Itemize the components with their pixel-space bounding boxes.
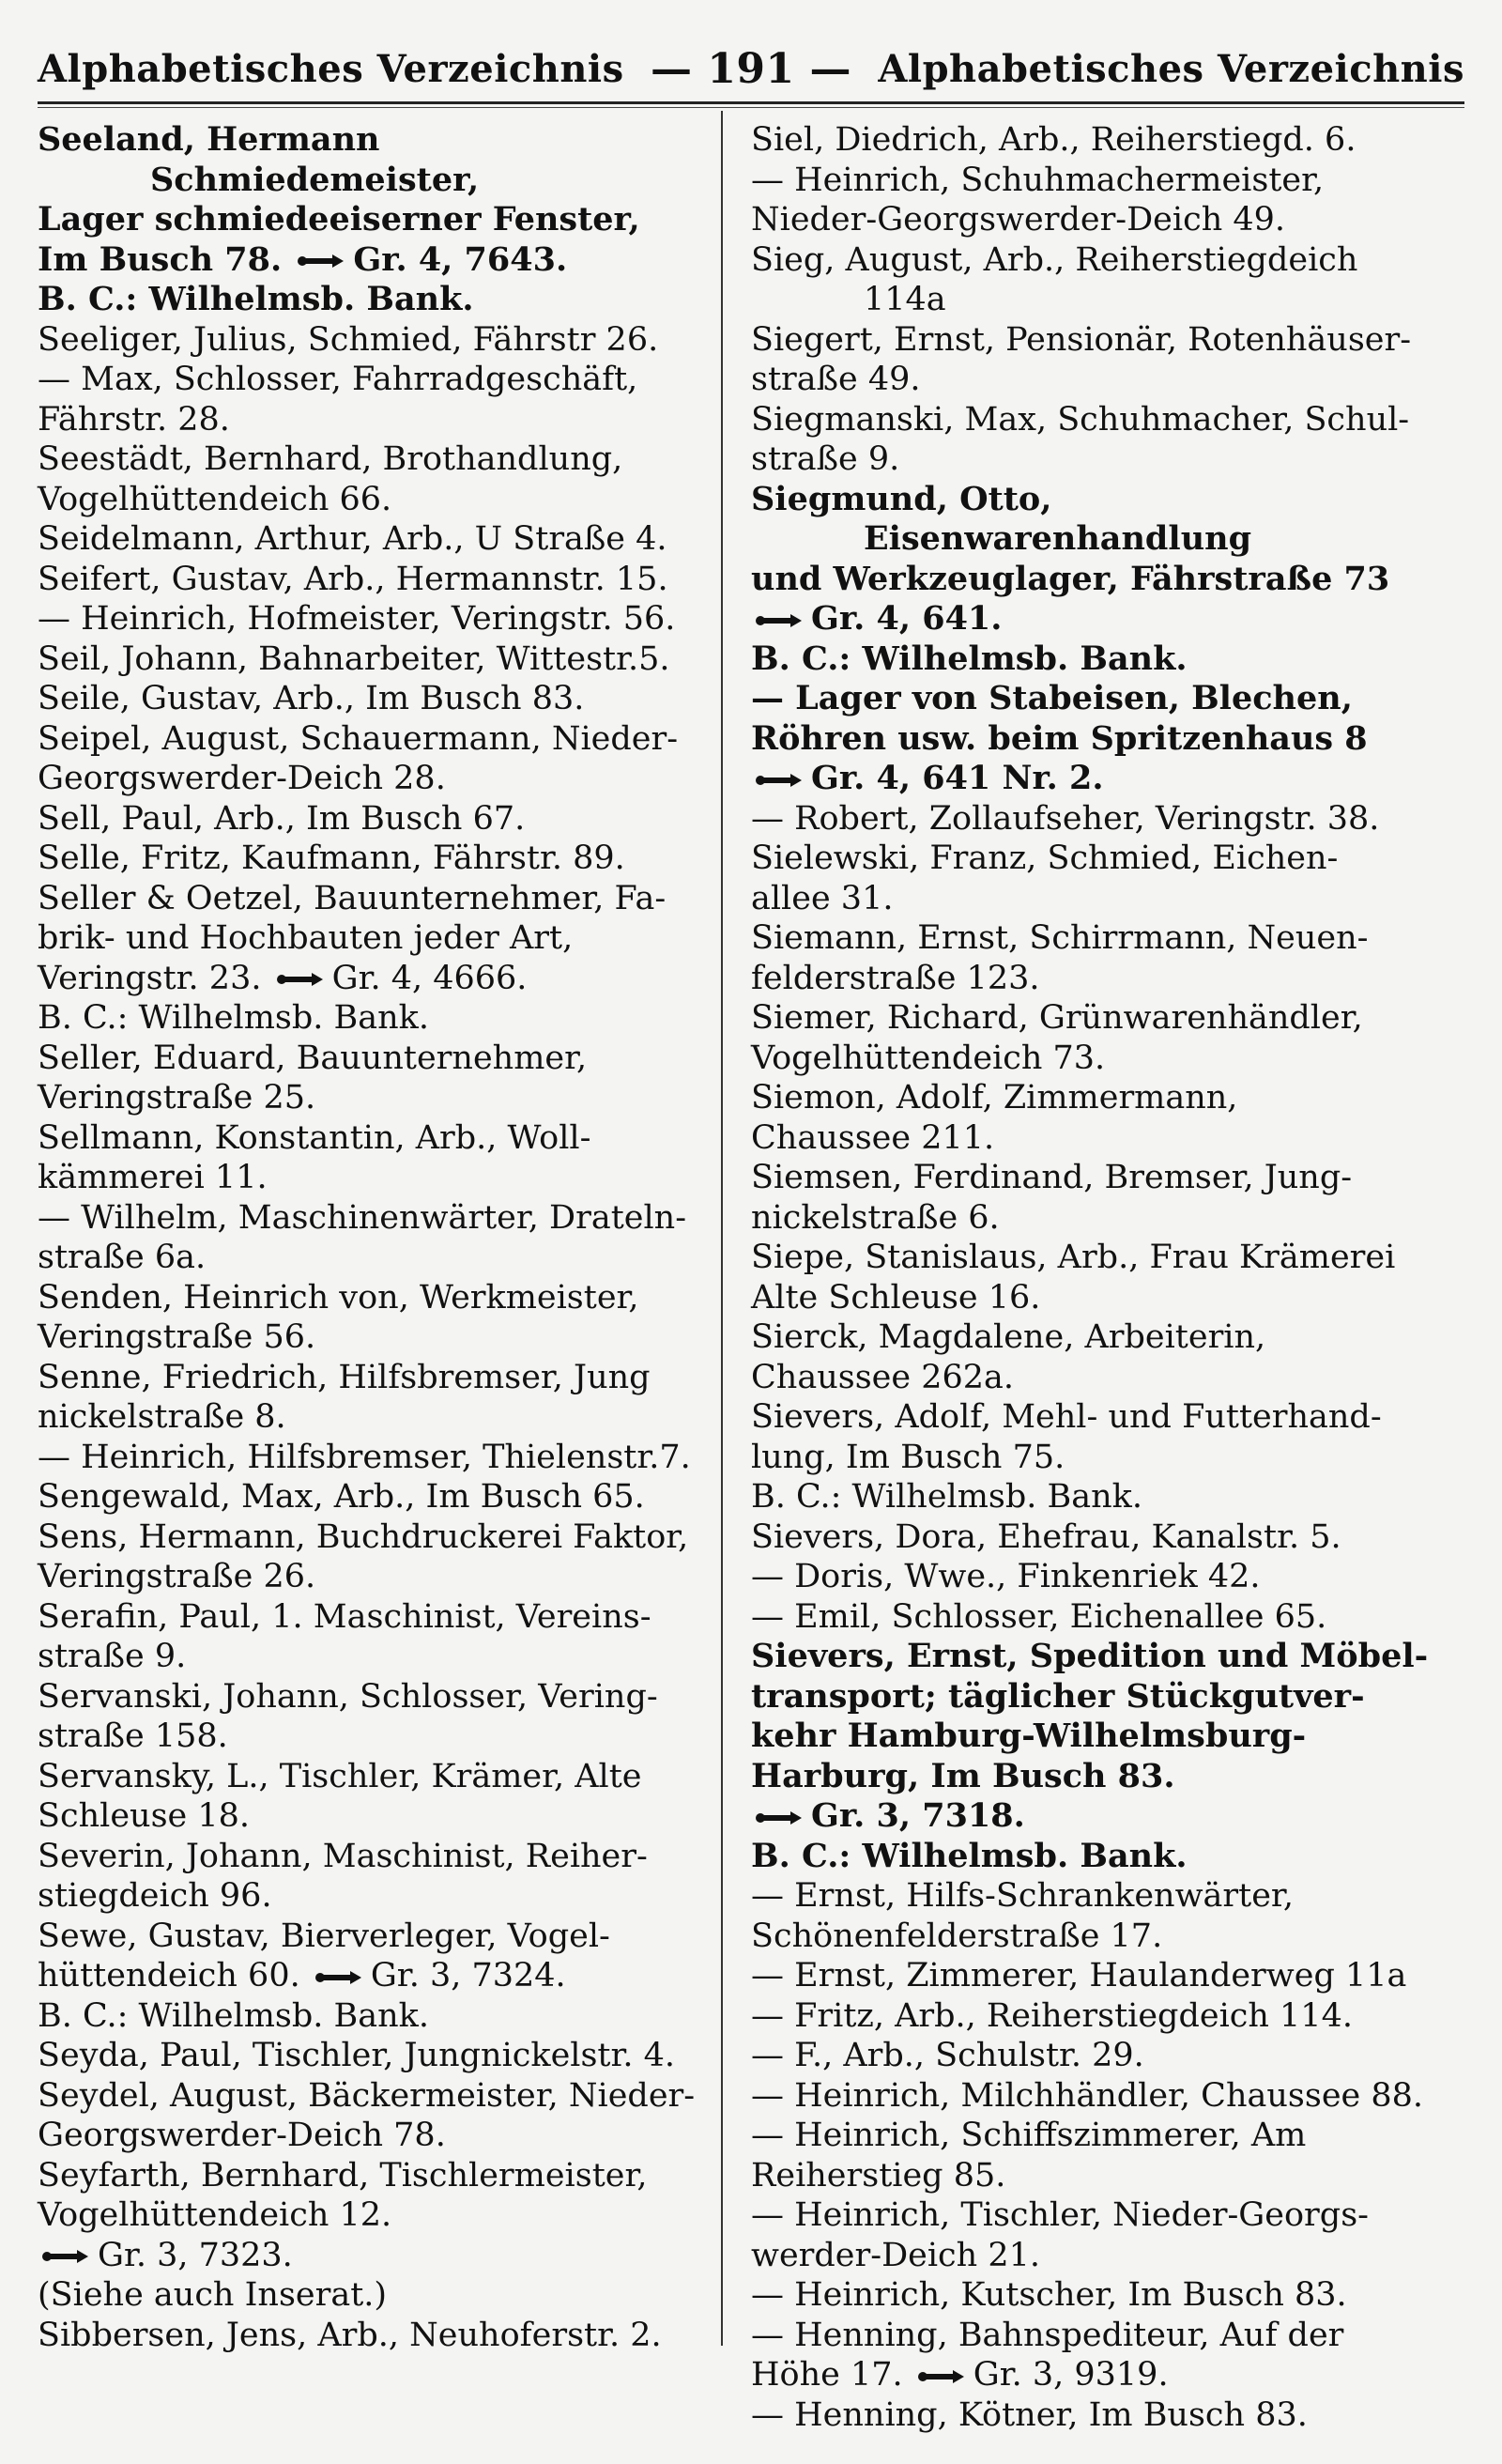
entry-line: Seyda, Paul, Tischler, Jungnickelstr. 4.: [38, 2037, 676, 2074]
entry-line: B. C.: Wilhelmsb. Bank.: [38, 999, 430, 1037]
entry-line: Seeliger, Julius, Schmied, Fährstr 26.: [38, 320, 659, 359]
directory-entry: [751, 918, 1446, 998]
entry-line: Chaussee 211.: [751, 1118, 995, 1157]
directory-entry: [38, 1358, 713, 1438]
entry-line: kämmerei 11.: [38, 1159, 268, 1196]
directory-entry: [751, 1078, 1446, 1158]
entry-line: Siegmund, Otto, Eisenwarenhandlung: [751, 479, 1252, 558]
entry-line: Fährstr. 28.: [38, 400, 230, 439]
directory-entry: [751, 1637, 1446, 1876]
directory-entry: [751, 2316, 1446, 2395]
directory-entry: [751, 679, 1446, 799]
entry-line: Serafin, Paul, 1. Maschinist, Vereins-: [38, 1597, 651, 1636]
directory-entry: [751, 1238, 1446, 1317]
entry-line: Siegmanski, Max, Schuhmacher, Schul-: [751, 400, 1410, 439]
entry-line: Senden, Heinrich von, Werkmeister,: [38, 1278, 639, 1317]
entry-line: Alte Schleuse 16.: [751, 1278, 1041, 1317]
entry-line: Seller, Eduard, Bauunternehmer,: [38, 1039, 588, 1077]
directory-entry: [38, 599, 713, 639]
telephone-icon: [755, 1809, 804, 1827]
entry-line: Veringstraße 25.: [38, 1079, 316, 1116]
telephone-icon: [297, 252, 345, 270]
entry-line: Gr. 4, 641 Nr. 2.: [864, 759, 1446, 799]
directory-entry: [751, 2036, 1446, 2076]
entry-line: Siel, Diedrich, Arb., Reiherstiegd. 6.: [751, 121, 1356, 159]
entry-line: Harburg, Im Busch 83.: [751, 1756, 1175, 1795]
entry-line: Selle, Fritz, Kaufmann, Fährstr. 89.: [38, 839, 625, 877]
entry-line: Seller & Oetzel, Bauunternehmer, Fa-: [38, 879, 667, 917]
entry-line: lung, Im Busch 75.: [751, 1438, 1065, 1476]
entry-line: Schleuse 18.: [38, 1797, 251, 1835]
directory-entry: [751, 1158, 1446, 1238]
directory-entry: [751, 161, 1446, 240]
entry-line: Seifert, Gustav, Arb., Hermannstr. 15.: [38, 560, 668, 598]
entry-line: straße 9.: [38, 1638, 187, 1675]
header-rule: [38, 101, 1464, 104]
entry-line: B. C.: Wilhelmsb. Bank.: [38, 280, 474, 318]
entry-line: Seidelmann, Arthur, Arb., U Straße 4.: [38, 520, 667, 558]
entry-line: stiegdeich 96.: [38, 1877, 272, 1915]
entry-line: Seestädt, Bernhard, Brothandlung,: [38, 440, 623, 478]
entry-line: straße 9.: [751, 440, 900, 478]
column-divider: [721, 111, 723, 2346]
entry-line: straße 49.: [751, 361, 921, 398]
directory-entry: [38, 120, 713, 320]
entry-line: — Doris, Wwe., Finkenriek 42.: [751, 1558, 1261, 1595]
entry-line: — Heinrich, Milchhändler, Chaussee 88.: [751, 2076, 1424, 2115]
entry-line: B. C.: Wilhelmsb. Bank.: [751, 1478, 1143, 1516]
entry-line: — F., Arb., Schulstr. 29.: [751, 2037, 1144, 2074]
entry-line: Seydel, August, Bäckermeister, Nieder-: [38, 2076, 696, 2115]
directory-entry: [38, 2036, 713, 2076]
page-header: [38, 36, 1464, 101]
directory-entry: [751, 1557, 1446, 1597]
entry-line: Sibbersen, Jens, Arb., Neuhoferstr. 2.: [38, 2316, 662, 2354]
directory-entry: [751, 998, 1446, 1078]
entry-line: Sierck, Magdalene, Arbeiterin,: [751, 1318, 1266, 1356]
entry-line: Gr. 3, 7323.: [150, 2236, 713, 2276]
header-right-title: Alphabetisches Verzeichnis: [878, 46, 1464, 91]
directory-entry: [38, 679, 713, 719]
directory-entry: [751, 839, 1446, 918]
page-number: — 191 —: [651, 44, 851, 93]
directory-entry: [38, 799, 713, 839]
entry-line: Im Busch 78. Gr. 4, 7643.: [38, 239, 568, 279]
entry-line: B. C.: Wilhelmsb. Bank.: [38, 1996, 430, 2035]
directory-entry: [38, 2076, 713, 2156]
entry-line: straße 158.: [38, 1717, 228, 1755]
entry-line: Gr. 4, 641.: [864, 599, 1446, 639]
directory-entry: [38, 519, 713, 560]
directory-entry: [751, 2076, 1446, 2117]
entry-line: werder-Deich 21.: [751, 2236, 1040, 2274]
entry-line: — Max, Schlosser, Fahrradgeschäft,: [38, 361, 638, 398]
telephone-icon: [755, 771, 804, 790]
entry-line: Sieg, August, Arb., Reiherstiegdeich 114a: [751, 240, 1358, 318]
entry-line: Höhe 17. Gr. 3, 9319.: [751, 2356, 1169, 2394]
directory-entry: [38, 1597, 713, 1677]
entry-line: — Heinrich, Kutscher, Im Busch 83.: [751, 2276, 1347, 2314]
directory-entry: [38, 1757, 713, 1837]
directory-entry: [38, 360, 713, 439]
entry-line: Seile, Gustav, Arb., Im Busch 83.: [38, 680, 585, 717]
telephone-icon: [276, 970, 325, 989]
directory-entry: [38, 320, 713, 361]
entry-line: Senne, Friedrich, Hilfsbremser, Jung: [38, 1358, 651, 1396]
entry-line: — Ernst, Hilfs-Schrankenwärter,: [751, 1877, 1294, 1915]
entry-line: — Heinrich, Hofmeister, Veringstr. 56.: [38, 600, 676, 638]
entry-line: Reiherstieg 85.: [751, 2156, 1006, 2194]
entry-line: Siegert, Ernst, Pensionär, Rotenhäuser-: [751, 320, 1412, 359]
entry-line: Sengewald, Max, Arb., Im Busch 65.: [38, 1478, 645, 1516]
directory-entry: [751, 1876, 1446, 1956]
entry-line: nickelstraße 6.: [751, 1198, 1000, 1237]
entry-line: Seipel, August, Schauermann, Nieder-: [38, 719, 679, 758]
entry-line: B. C.: Wilhelmsb. Bank.: [751, 1836, 1188, 1875]
entry-line: — Heinrich, Schiffszimmerer, Am: [751, 2117, 1307, 2154]
entry-line: Siemon, Adolf, Zimmermann,: [751, 1079, 1238, 1116]
entry-line: Seyfarth, Bernhard, Tischlermeister,: [38, 2156, 648, 2194]
entry-line: felderstraße 123.: [751, 959, 1040, 997]
entry-line: Vogelhüttendeich 73.: [751, 1039, 1106, 1077]
directory-entry: [38, 1837, 713, 1917]
entry-line: Servansky, L., Tischler, Krämer, Alte: [38, 1757, 642, 1795]
entry-line: Lager schmiedeeiserner Fenster,: [38, 200, 640, 239]
entry-line: Sewe, Gustav, Bierverleger, Vogel-: [38, 1917, 610, 1955]
entry-line: — Heinrich, Hilfsbremser, Thielenstr.7.: [38, 1438, 691, 1476]
entry-line: Veringstr. 23. Gr. 4, 4666.: [38, 959, 528, 997]
entry-line: — Emil, Schlosser, Eichenallee 65.: [751, 1597, 1327, 1636]
entry-line: brik- und Hochbauten jeder Art,: [38, 919, 574, 957]
directory-entry: [38, 1477, 713, 1517]
directory-entry: [38, 1118, 713, 1198]
directory-entry: [38, 2156, 713, 2316]
directory-entry: [751, 2195, 1446, 2275]
directory-entry: [751, 1956, 1446, 1996]
directory-entry: [38, 1278, 713, 1358]
entry-line: Röhren usw. beim Spritzenhaus 8: [751, 718, 1368, 758]
entry-line: — Henning, Kötner, Im Busch 83.: [751, 2395, 1308, 2434]
telephone-icon: [917, 2367, 966, 2386]
directory-entry: [751, 1996, 1446, 2037]
directory-entry: [38, 1917, 713, 2037]
entry-line: hüttendeich 60. Gr. 3, 7324.: [38, 1957, 566, 1994]
directory-entry: [751, 1597, 1446, 1638]
entry-line: — Heinrich, Tischler, Nieder-Georgs-: [751, 2196, 1369, 2234]
directory-entry: [38, 839, 713, 879]
entry-line: Schönenfelderstraße 17.: [751, 1917, 1163, 1955]
entry-line: Servanski, Johann, Schlosser, Vering-: [38, 1677, 658, 1716]
directory-entry: [751, 400, 1446, 480]
telephone-icon: [755, 611, 804, 630]
entry-line: — Ernst, Zimmerer, Haulanderweg 11a: [751, 1957, 1407, 1994]
directory-entry: [751, 2116, 1446, 2195]
entry-line: Seil, Johann, Bahnarbeiter, Wittestr.5.: [38, 639, 670, 678]
directory-entry: [751, 2275, 1446, 2316]
left-column: [38, 120, 713, 2355]
directory-entry: [751, 1317, 1446, 1397]
entry-line: — Lager von Stabeisen, Blechen,: [751, 679, 1353, 717]
entry-line: Vogelhüttendeich 66.: [38, 480, 392, 518]
directory-entry: [38, 1677, 713, 1757]
directory-entry: [751, 480, 1446, 680]
entry-line: B. C.: Wilhelmsb. Bank.: [751, 639, 1188, 678]
directory-entry: [38, 639, 713, 680]
directory-entry: [38, 1517, 713, 1597]
entry-line: Siepe, Stanislaus, Arb., Frau Krämerei: [751, 1239, 1396, 1276]
directory-entry: [751, 120, 1446, 161]
entry-line: — Heinrich, Schuhmachermeister,: [751, 161, 1325, 199]
directory-entry: [751, 1517, 1446, 1558]
entry-line: nickelstraße 8.: [38, 1398, 286, 1436]
entry-line: (Siehe auch Inserat.): [38, 2276, 388, 2314]
directory-entry: [751, 799, 1446, 839]
directory-entry: [38, 719, 713, 799]
directory-entry: [38, 879, 713, 1039]
entry-line: Seeland, Hermann Schmiedemeister,: [38, 120, 480, 199]
entry-line: Chaussee 262a.: [751, 1358, 1014, 1396]
directory-entry: [38, 1039, 713, 1118]
directory-entry: [38, 1198, 713, 1278]
directory-entry: [38, 2316, 713, 2356]
entry-line: Severin, Johann, Maschinist, Reiher-: [38, 1837, 648, 1875]
entry-line: — Robert, Zollaufseher, Veringstr. 38.: [751, 799, 1380, 838]
right-column: [751, 120, 1446, 2435]
header-left-title: Alphabetisches Verzeichnis: [38, 46, 624, 91]
header-rule-thin: [38, 107, 1464, 108]
entry-line: Georgswerder-Deich 78.: [38, 2117, 446, 2154]
entry-line: Nieder-Georgswerder-Deich 49.: [751, 201, 1286, 239]
directory-entry: [751, 320, 1446, 400]
entry-line: Gr. 3, 7318.: [864, 1796, 1446, 1837]
telephone-icon: [314, 1968, 363, 1987]
entry-line: allee 31.: [751, 879, 894, 917]
directory-entry: [751, 2395, 1446, 2436]
entry-line: und Werkzeuglager, Fährstraße 73: [751, 559, 1390, 598]
entry-line: Georgswerder-Deich 28.: [38, 760, 446, 797]
entry-line: Sens, Hermann, Buchdruckerei Faktor,: [38, 1517, 689, 1556]
directory-entry: [38, 560, 713, 600]
entry-line: Sell, Paul, Arb., Im Busch 67.: [38, 799, 526, 838]
entry-line: straße 6a.: [38, 1239, 207, 1276]
telephone-icon: [41, 2247, 90, 2266]
directory-entry: [38, 1438, 713, 1478]
entry-line: Sievers, Adolf, Mehl- und Futterhand-: [751, 1398, 1382, 1436]
entry-line: Sellmann, Konstantin, Arb., Woll-: [38, 1118, 591, 1157]
directory-entry: [751, 1397, 1446, 1517]
entry-line: Siemer, Richard, Grünwarenhändler,: [751, 999, 1363, 1037]
entry-line: kehr Hamburg-Wilhelmsburg-: [751, 1717, 1307, 1755]
directory-entry: [751, 240, 1446, 320]
entry-line: Sievers, Ernst, Spedition und Möbel-: [751, 1637, 1429, 1675]
entry-line: transport; täglicher Stückgutver-: [751, 1676, 1365, 1716]
directory-entry: [38, 439, 713, 519]
entry-line: Veringstraße 26.: [38, 1558, 316, 1595]
entry-line: Siemann, Ernst, Schirrmann, Neuen-: [751, 919, 1369, 957]
entry-line: Sielewski, Franz, Schmied, Eichen-: [751, 839, 1339, 877]
entry-line: Vogelhüttendeich 12.: [38, 2196, 392, 2234]
entry-line: — Fritz, Arb., Reiherstiegdeich 114.: [751, 1996, 1353, 2035]
entry-line: Siemsen, Ferdinand, Bremser, Jung-: [751, 1159, 1353, 1196]
entry-line: Sievers, Dora, Ehefrau, Kanalstr. 5.: [751, 1517, 1341, 1556]
entry-line: — Wilhelm, Maschinenwärter, Drateln-: [38, 1198, 687, 1237]
entry-line: — Henning, Bahnspediteur, Auf der: [751, 2316, 1344, 2354]
entry-line: Veringstraße 56.: [38, 1318, 316, 1356]
